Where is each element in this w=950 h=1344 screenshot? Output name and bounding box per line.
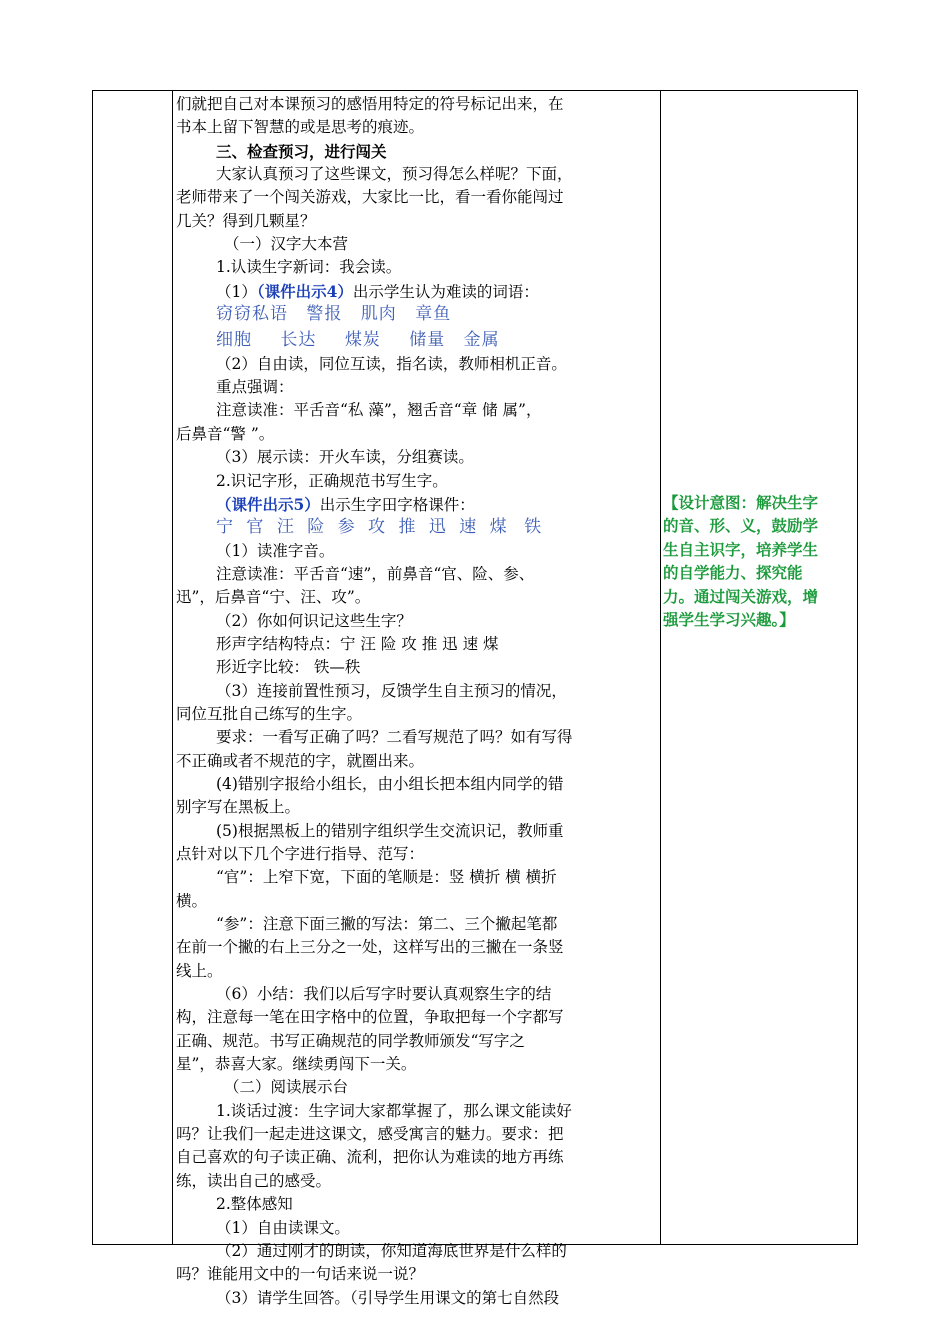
word-item: 警报 <box>306 304 343 325</box>
text-line: （3）连接前置性预习，反馈学生自主预习的情况， <box>216 681 567 700</box>
text-line: 老师带来了一个闯关游戏，大家比一比，看一看你能闯过 <box>176 188 564 207</box>
char-item: 迅 <box>428 517 447 538</box>
text-line: 要求：一看写正确了吗？二看写规范了吗？如有写得 <box>216 728 573 747</box>
text-line: 们就把自己对本课预习的感悟用特定的符号标记出来，在 <box>176 95 564 113</box>
char-item: 攻 <box>368 517 387 538</box>
char-item: 速 <box>459 517 478 538</box>
word-list-2 <box>176 329 660 352</box>
text-line: 2.整体感知 <box>216 1195 293 1214</box>
text-line: 星”，恭喜大家。继续勇闯下一关。 <box>176 1055 417 1074</box>
text-line: (5)根据黑板上的错别字组织学生交流识记，教师重 <box>216 821 564 840</box>
text-line: “官”：上窄下宽，下面的笔顺是：竖 横折 横 横折 <box>216 868 557 887</box>
char-item: 铁 <box>524 517 543 538</box>
note-line: 强学生学习兴趣。】 <box>663 609 795 629</box>
text-line <box>176 493 660 516</box>
text-fragment: 出示学生认为难读的词语： <box>352 282 539 301</box>
text-line: 1.认读生字新词：我会读。 <box>216 258 402 277</box>
word-item: 窃窃私语 <box>216 304 288 325</box>
text-line: 同位互批自己练写的生字。 <box>176 704 363 723</box>
text-line: 大家认真预习了这些课文，预习得怎么样呢？下面， <box>216 165 573 184</box>
word-item: 储量 <box>409 330 446 351</box>
text-line: 重点强调： <box>216 378 294 397</box>
text-line: 注意读准：平舌音“私 藻”，翘舌音“章 储 属”， <box>216 401 542 420</box>
character-list <box>176 516 660 539</box>
note-line: 力。通过闯关游戏，增 <box>663 586 819 606</box>
teaching-process-column <box>176 93 660 1310</box>
text-line: （3）展示读：开火车读，分组赛读。 <box>216 448 474 467</box>
note-line: 生自主识字，培养学生 <box>663 539 819 559</box>
courseware-tag: （课件出示5） <box>216 494 320 514</box>
word-item: 肌肉 <box>360 304 397 325</box>
text-line: （2）你如何识记这些生字？ <box>216 611 412 630</box>
text-line: （2）通过刚才的朗读，你知道海底世界是什么样的 <box>216 1241 567 1260</box>
text-line: 几关？得到几颗星？ <box>176 211 316 230</box>
section-heading: 三、检查预习，进行闯关 <box>216 141 387 161</box>
column-divider-right <box>660 91 661 1244</box>
text-line: 不正确或者不规范的字，就圈出来。 <box>176 751 425 770</box>
text-line: 在前一个撇的右上三分之一处，这样写出的三撇在一条竖 <box>176 938 564 957</box>
char-item: 推 <box>398 517 417 538</box>
text-fragment: 出示生字田字格课件： <box>319 495 475 514</box>
word-item: 金属 <box>463 330 500 351</box>
text-line: 2.识记字形，正确规范书写生字。 <box>216 471 448 490</box>
char-item: 煤 <box>489 517 508 538</box>
text-fragment: （1） <box>216 282 257 301</box>
char-item: 宁 <box>216 517 234 538</box>
text-line: 正确、规范。书写正确规范的同学教师颁发“写字之 <box>176 1031 525 1050</box>
word-item: 细胞 <box>216 330 252 351</box>
text-line: 书本上留下智慧的或是思考的痕迹。 <box>176 118 425 137</box>
text-line: 迅”，后鼻音“宁、汪、攻”。 <box>176 588 371 607</box>
subsection-heading: （二）阅读展示台 <box>224 1078 349 1097</box>
note-line: 【设计意图：解决生字 <box>663 493 819 512</box>
text-line: （3）请学生回答。（引导学生用课文的第七自然段 <box>216 1288 560 1307</box>
text-line: 吗？让我们一起走进这课文，感受寓言的魅力。要求：把 <box>176 1125 564 1144</box>
text-line: 点针对以下几个字进行指导、范写： <box>176 845 425 863</box>
text-line: 注意读准：平舌音“速”，前鼻音“官、险、参、 <box>216 564 535 583</box>
text-line: “参”：注意下面三撇的写法：第二、三个撇起笔都 <box>216 915 558 934</box>
note-line: 的音、形、义，鼓励学 <box>663 516 819 536</box>
text-line: 吗？谁能用文中的一句话来说一说？ <box>176 1265 425 1284</box>
text-line: 练，读出自己的感受。 <box>176 1171 332 1190</box>
char-item: 汪 <box>276 517 295 538</box>
word-list-1 <box>176 303 660 326</box>
word-item: 长达 <box>280 330 317 351</box>
text-line: 形近字比较： 铁—秩 <box>216 658 361 677</box>
char-item: 参 <box>337 517 356 538</box>
text-line: （6）小结：我们以后写字时要认真观察生字的结 <box>216 985 552 1004</box>
courseware-tag: （课件出示4） <box>256 281 353 301</box>
text-line: （2）自由读，同位互读，指名读，教师相机正音。 <box>216 354 567 373</box>
subsection-heading: （一）汉字大本营 <box>224 235 349 254</box>
word-item: 章鱼 <box>415 304 452 325</box>
column-divider-left <box>172 91 173 1244</box>
text-line: 1.谈话过渡：生字词大家都掌握了，那么课文能读好 <box>216 1101 572 1120</box>
text-line: 构，注意每一笔在田字格中的位置，争取把每一个字都写 <box>176 1008 564 1027</box>
text-line: （1）读准字音。 <box>216 541 335 560</box>
lesson-table <box>92 90 858 1307</box>
text-line: 后鼻音“警 ”。 <box>176 424 275 443</box>
text-line <box>176 280 660 303</box>
text-line: (4)错别字报给小组长，由小组长把本组内同学的错 <box>216 774 564 793</box>
text-line: 形声字结构特点：宁 汪 险 攻 推 迅 速 煤 <box>216 634 499 653</box>
text-line: 自己喜欢的句子读正确、流利，把你认为难读的地方再练 <box>176 1148 564 1167</box>
word-item: 煤炭 <box>344 330 381 351</box>
note-line: 的自学能力、探究能 <box>663 563 803 583</box>
design-intent-note <box>663 491 855 631</box>
text-line: 线上。 <box>176 961 223 980</box>
text-line: （1）自由读课文。 <box>216 1218 350 1237</box>
text-line: 横。 <box>176 891 208 910</box>
char-item: 官 <box>246 517 265 538</box>
text-line: 别字写在黑板上。 <box>176 798 301 817</box>
char-item: 险 <box>307 517 326 538</box>
